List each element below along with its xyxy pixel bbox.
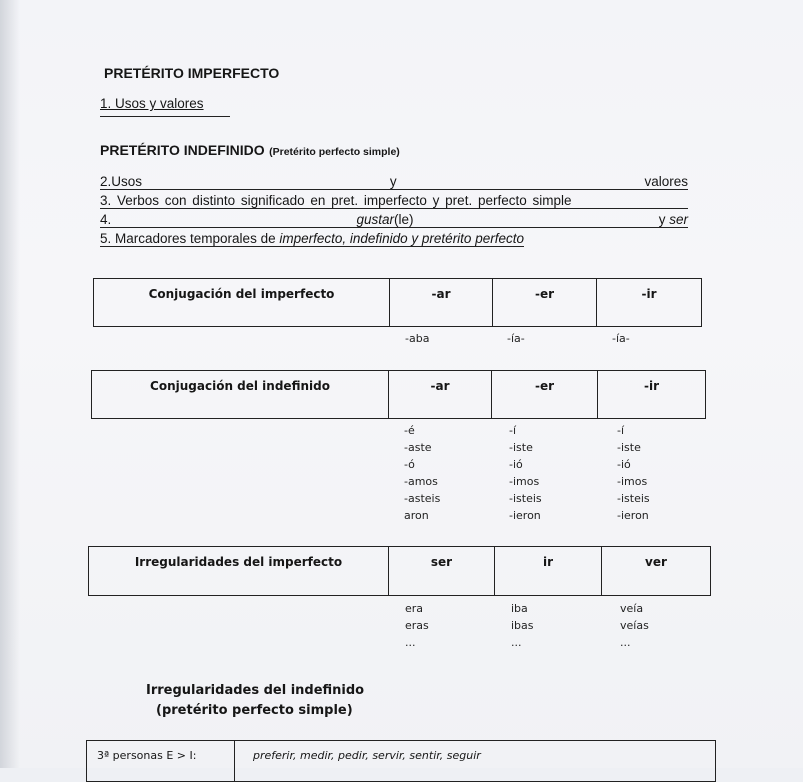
indefinido-heading: [100, 142, 400, 160]
imperfecto-ir-endings: [612, 330, 630, 347]
irregular-ser-forms: [405, 600, 429, 651]
irregular-indefinido-row: [86, 740, 716, 782]
list-item-2-middle: y: [389, 174, 397, 189]
header-cell-ir: -ir: [643, 379, 659, 393]
ending: -ió: [617, 458, 631, 471]
header-cell-title: Irregularidades del imperfecto: [89, 547, 389, 595]
ending: -isteis: [617, 492, 650, 505]
form: ...: [405, 636, 416, 649]
ending: -é: [404, 424, 415, 437]
header-cell-title: Conjugación del imperfecto: [94, 279, 390, 326]
irregular-indefinido-line2: (pretérito perfecto simple): [156, 703, 353, 718]
list-item-3: 3. Verbos con distinto significado en pret. imperfecto y pret. perfecto simple: [100, 193, 688, 209]
indefinido-title: PRETÉRITO INDEFINIDO: [100, 142, 265, 158]
header-cell-er: -er: [493, 279, 597, 326]
form: ibas: [511, 619, 534, 632]
ending: -ía-: [507, 332, 525, 345]
irregular-ir-forms: [511, 600, 534, 651]
imperfecto-ar-endings: [405, 330, 429, 347]
header-cell-ar: -ar: [389, 371, 492, 418]
form: ...: [511, 636, 522, 649]
ending: -imos: [617, 475, 648, 488]
table-irregular-header: [88, 546, 711, 596]
list-item-4: [100, 212, 688, 228]
ending: aron: [404, 509, 429, 522]
ending: -isteis: [509, 492, 542, 505]
ending: -ieron: [509, 509, 541, 522]
row-verbs: preferir, medir, pedir, servir, sentir, seguir: [253, 749, 481, 762]
ending: -aba: [405, 332, 430, 345]
header-cell-ser: ser: [389, 547, 495, 595]
list-item-4-right: [659, 212, 688, 227]
ending: -ía-: [612, 332, 630, 345]
list-item-5: [100, 231, 524, 247]
ending: -í: [617, 424, 625, 437]
ending: -asteis: [404, 492, 441, 505]
ending: -iste: [617, 441, 641, 454]
form: era: [405, 602, 424, 615]
list-item-5-prefix: 5. Marcadores temporales de: [100, 231, 280, 246]
list-item-4-gustar: gustar: [356, 212, 394, 227]
imperfecto-usos-item: 1. Usos y valores: [100, 96, 204, 111]
irregular-ver-forms: [620, 600, 649, 651]
indefinido-subtitle: (Pretérito perfecto simple): [269, 146, 400, 158]
imperfecto-er-endings: [507, 330, 525, 347]
header-cell-ir: -ir: [641, 287, 657, 301]
form: veía: [620, 602, 644, 615]
indefinido-er-endings: [509, 422, 542, 524]
header-cell-ar: -ar: [390, 279, 493, 326]
list-item-4-ser: ser: [669, 212, 688, 227]
list-item-2-left: 2.Usos: [100, 174, 143, 189]
form: ...: [620, 636, 631, 649]
list-item-4-middle: [356, 212, 413, 227]
header-cell-er: -er: [492, 371, 598, 418]
indefinido-ir-endings: [617, 422, 650, 524]
table-imperfecto-header: [93, 278, 702, 327]
ending: -ó: [404, 458, 415, 471]
ending: -amos: [404, 475, 438, 488]
list-item-5-italic: imperfecto, indefinido y pretérito perfecto: [279, 231, 524, 246]
ending: -í: [509, 424, 517, 437]
header-cell-ver: ver: [645, 555, 667, 569]
divider-line: [100, 116, 230, 117]
list-item-4-y: y: [658, 212, 670, 227]
header-cell-title: Conjugación del indefinido: [92, 371, 389, 418]
form: iba: [511, 602, 528, 615]
form: eras: [405, 619, 429, 632]
header-cell-ir: ir: [495, 547, 602, 595]
list-item-4-le: (le): [394, 212, 414, 227]
table-indefinido-header: [91, 370, 706, 419]
indefinido-ar-endings: [404, 422, 440, 524]
page-edge-shadow: [0, 0, 20, 768]
ending: -ieron: [617, 509, 649, 522]
row-label: 3ª personas E > I:: [87, 741, 235, 781]
ending: -aste: [404, 441, 432, 454]
irregular-indefinido-line1: Irregularidades del indefinido: [146, 683, 365, 698]
list-item-2: [100, 174, 688, 190]
list-item-4-left: 4.: [100, 212, 112, 227]
list-item-2-right: valores: [644, 174, 688, 189]
imperfecto-title: PRETÉRITO IMPERFECTO: [104, 65, 280, 81]
ending: -iste: [509, 441, 533, 454]
ending: -ió: [509, 458, 523, 471]
ending: -imos: [509, 475, 540, 488]
form: veías: [620, 619, 649, 632]
